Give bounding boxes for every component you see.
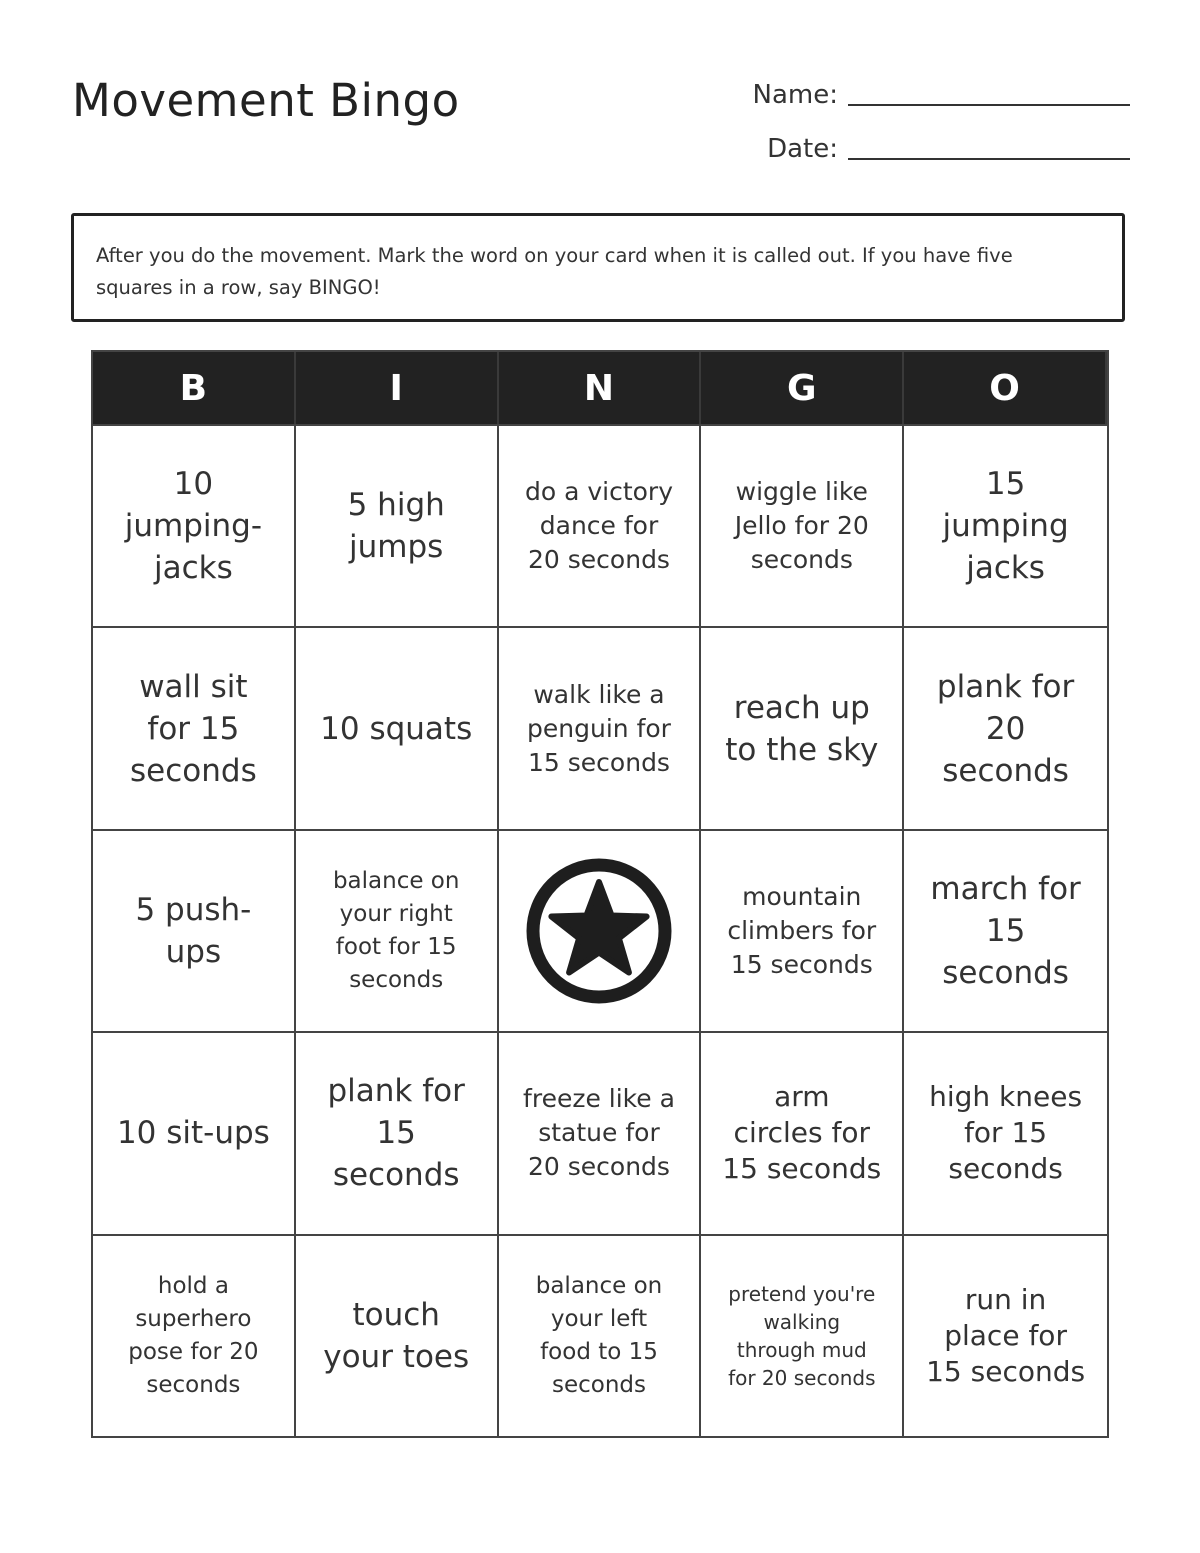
square-text-line: 10 sit-ups	[116, 1115, 270, 1152]
square-text	[930, 868, 1080, 994]
square-text-line: seconds	[349, 966, 444, 993]
square-text	[125, 463, 262, 589]
square-text	[929, 1079, 1082, 1187]
square-text	[937, 666, 1074, 792]
square-text-line: your right	[339, 900, 453, 927]
square-text-line: foot for 15	[335, 933, 457, 960]
star-icon	[524, 856, 674, 1006]
square-text-line: seconds	[750, 545, 853, 575]
square-text-line: pose for 20	[128, 1338, 259, 1365]
square-text-line: jacks	[154, 550, 233, 587]
square-text-line: run in	[964, 1282, 1047, 1316]
square-text-line: balance on	[535, 1272, 663, 1299]
instructions-line-1: After you do the movement. Mark the word on your card when it is called out. If you have five	[96, 244, 1013, 267]
square-text-line: seconds	[948, 1152, 1063, 1186]
square-text-line: reach up	[733, 689, 870, 726]
name-label: Name:	[752, 80, 838, 110]
square-text-line: superhero	[135, 1305, 252, 1332]
square-text	[323, 1294, 469, 1378]
square-text	[117, 1112, 270, 1154]
square-text-line: 15 seconds	[926, 1354, 1086, 1388]
square-text-line: through mud	[736, 1337, 867, 1362]
column-header-o: O	[904, 352, 1107, 424]
bingo-square[interactable]	[296, 424, 499, 626]
square-text-line: jumping-	[124, 508, 263, 545]
square-text-line: for 15	[147, 710, 240, 747]
square-text-line: plank for	[936, 668, 1075, 705]
square-text-line: plank for	[327, 1073, 465, 1110]
free-space[interactable]	[499, 829, 702, 1031]
square-text-line: seconds	[332, 1157, 460, 1194]
bingo-square[interactable]	[499, 424, 702, 626]
name-line[interactable]	[848, 104, 1130, 106]
square-text-line: wiggle like	[735, 477, 868, 507]
square-text-line: touch	[352, 1296, 440, 1333]
square-text-line: balance on	[332, 867, 460, 894]
square-text	[525, 475, 673, 577]
bingo-square[interactable]	[93, 1234, 296, 1436]
bingo-square[interactable]	[499, 1234, 702, 1436]
square-text-line: 15 seconds	[730, 949, 873, 979]
square-text-line: 15	[985, 466, 1026, 503]
bingo-square[interactable]	[93, 424, 296, 626]
square-text	[320, 708, 472, 750]
name-field[interactable]	[728, 80, 1130, 110]
bingo-square[interactable]	[904, 829, 1107, 1031]
bingo-square[interactable]	[296, 626, 499, 828]
square-text-line: high knees	[929, 1080, 1083, 1114]
date-field[interactable]	[728, 134, 1130, 164]
instructions-line-2: squares in a row, say BINGO!	[96, 276, 381, 299]
square-text-line: do a victory	[524, 477, 674, 507]
bingo-square[interactable]	[499, 1031, 702, 1233]
square-text-line: for 15	[964, 1116, 1048, 1150]
bingo-square[interactable]	[701, 1234, 904, 1436]
page-title: Movement Bingo	[72, 74, 460, 127]
square-text	[523, 1082, 675, 1184]
square-text	[722, 1079, 881, 1187]
column-header-g: G	[701, 352, 904, 424]
square-text-line: place for	[944, 1318, 1067, 1352]
square-text-line: dance for	[539, 511, 659, 541]
square-text	[926, 1282, 1085, 1390]
square-text-line: Jello for 20	[734, 511, 869, 541]
square-text-line: food to 15	[540, 1338, 658, 1365]
square-text-line: 15 seconds	[722, 1152, 882, 1186]
bingo-square[interactable]	[701, 424, 904, 626]
square-text-line: march for	[930, 870, 1081, 907]
square-text-line: ups	[165, 933, 222, 970]
square-text	[348, 484, 445, 568]
square-text	[135, 889, 251, 973]
square-text-line: wall sit	[139, 668, 248, 705]
square-text-line: seconds	[942, 752, 1069, 789]
square-text-line: jumping	[942, 508, 1069, 545]
bingo-square[interactable]	[93, 829, 296, 1031]
square-text-line: 20 seconds	[528, 545, 670, 575]
square-text-line: for 20 seconds	[728, 1365, 876, 1390]
square-text-line: penguin for	[527, 713, 671, 743]
square-text-line: 5 high	[347, 487, 445, 524]
bingo-square[interactable]	[296, 1031, 499, 1233]
square-text	[536, 1270, 663, 1402]
bingo-square[interactable]	[904, 1234, 1107, 1436]
square-text-line: seconds	[146, 1371, 241, 1398]
square-text	[735, 475, 869, 577]
bingo-square[interactable]	[701, 626, 904, 828]
square-text-line: seconds	[942, 954, 1069, 991]
square-text-line: 15	[985, 912, 1026, 949]
square-text-line: 20	[985, 710, 1026, 747]
square-text-line: circles for	[733, 1116, 871, 1150]
square-text	[527, 678, 671, 780]
square-text-line: hold a	[157, 1272, 229, 1299]
bingo-square[interactable]	[904, 1031, 1107, 1233]
square-text-line: climbers for	[727, 915, 877, 945]
bingo-square[interactable]	[904, 626, 1107, 828]
square-text	[727, 880, 876, 982]
bingo-square[interactable]	[93, 1031, 296, 1233]
square-text-line: statue for	[538, 1118, 660, 1148]
date-line[interactable]	[848, 158, 1130, 160]
square-text-line: to the sky	[725, 731, 879, 768]
square-text-line: arm	[774, 1080, 830, 1114]
square-text-line: seconds	[130, 752, 257, 789]
square-text	[943, 463, 1069, 589]
square-text	[328, 1070, 465, 1196]
bingo-card	[91, 350, 1109, 1438]
bingo-square[interactable]	[93, 626, 296, 828]
square-text-line: seconds	[551, 1371, 646, 1398]
bingo-square[interactable]	[296, 1234, 499, 1436]
square-text-line: 15 seconds	[528, 747, 670, 777]
bingo-square[interactable]	[296, 829, 499, 1031]
square-text	[728, 1280, 875, 1392]
square-text	[333, 865, 460, 997]
square-text-line: 10	[173, 466, 214, 503]
square-text-line: mountain	[742, 881, 862, 911]
square-text-line: 5 push-	[135, 891, 252, 928]
instructions-box	[71, 213, 1125, 322]
column-header-n: N	[499, 352, 702, 424]
column-header-b: B	[93, 352, 296, 424]
square-text-line: pretend you're	[728, 1281, 876, 1306]
square-text	[725, 687, 878, 771]
square-text-line: freeze like a	[523, 1084, 675, 1114]
square-text	[128, 1270, 258, 1402]
bingo-square[interactable]	[499, 626, 702, 828]
square-text-line: 15	[376, 1115, 416, 1152]
square-text	[130, 666, 257, 792]
square-text-line: jumps	[349, 529, 444, 566]
square-text-line: your left	[550, 1305, 648, 1332]
square-text-line: 10 squats	[320, 710, 473, 747]
bingo-square[interactable]	[701, 829, 904, 1031]
square-text-line: walking	[763, 1309, 841, 1334]
square-text-line: jacks	[966, 550, 1045, 587]
square-text-line: 20 seconds	[528, 1152, 670, 1182]
square-text-line: walk like a	[533, 679, 665, 709]
square-text-line: your toes	[323, 1338, 470, 1375]
bingo-square[interactable]	[701, 1031, 904, 1233]
column-header-i: I	[296, 352, 499, 424]
bingo-square[interactable]	[904, 424, 1107, 626]
date-label: Date:	[767, 134, 838, 164]
